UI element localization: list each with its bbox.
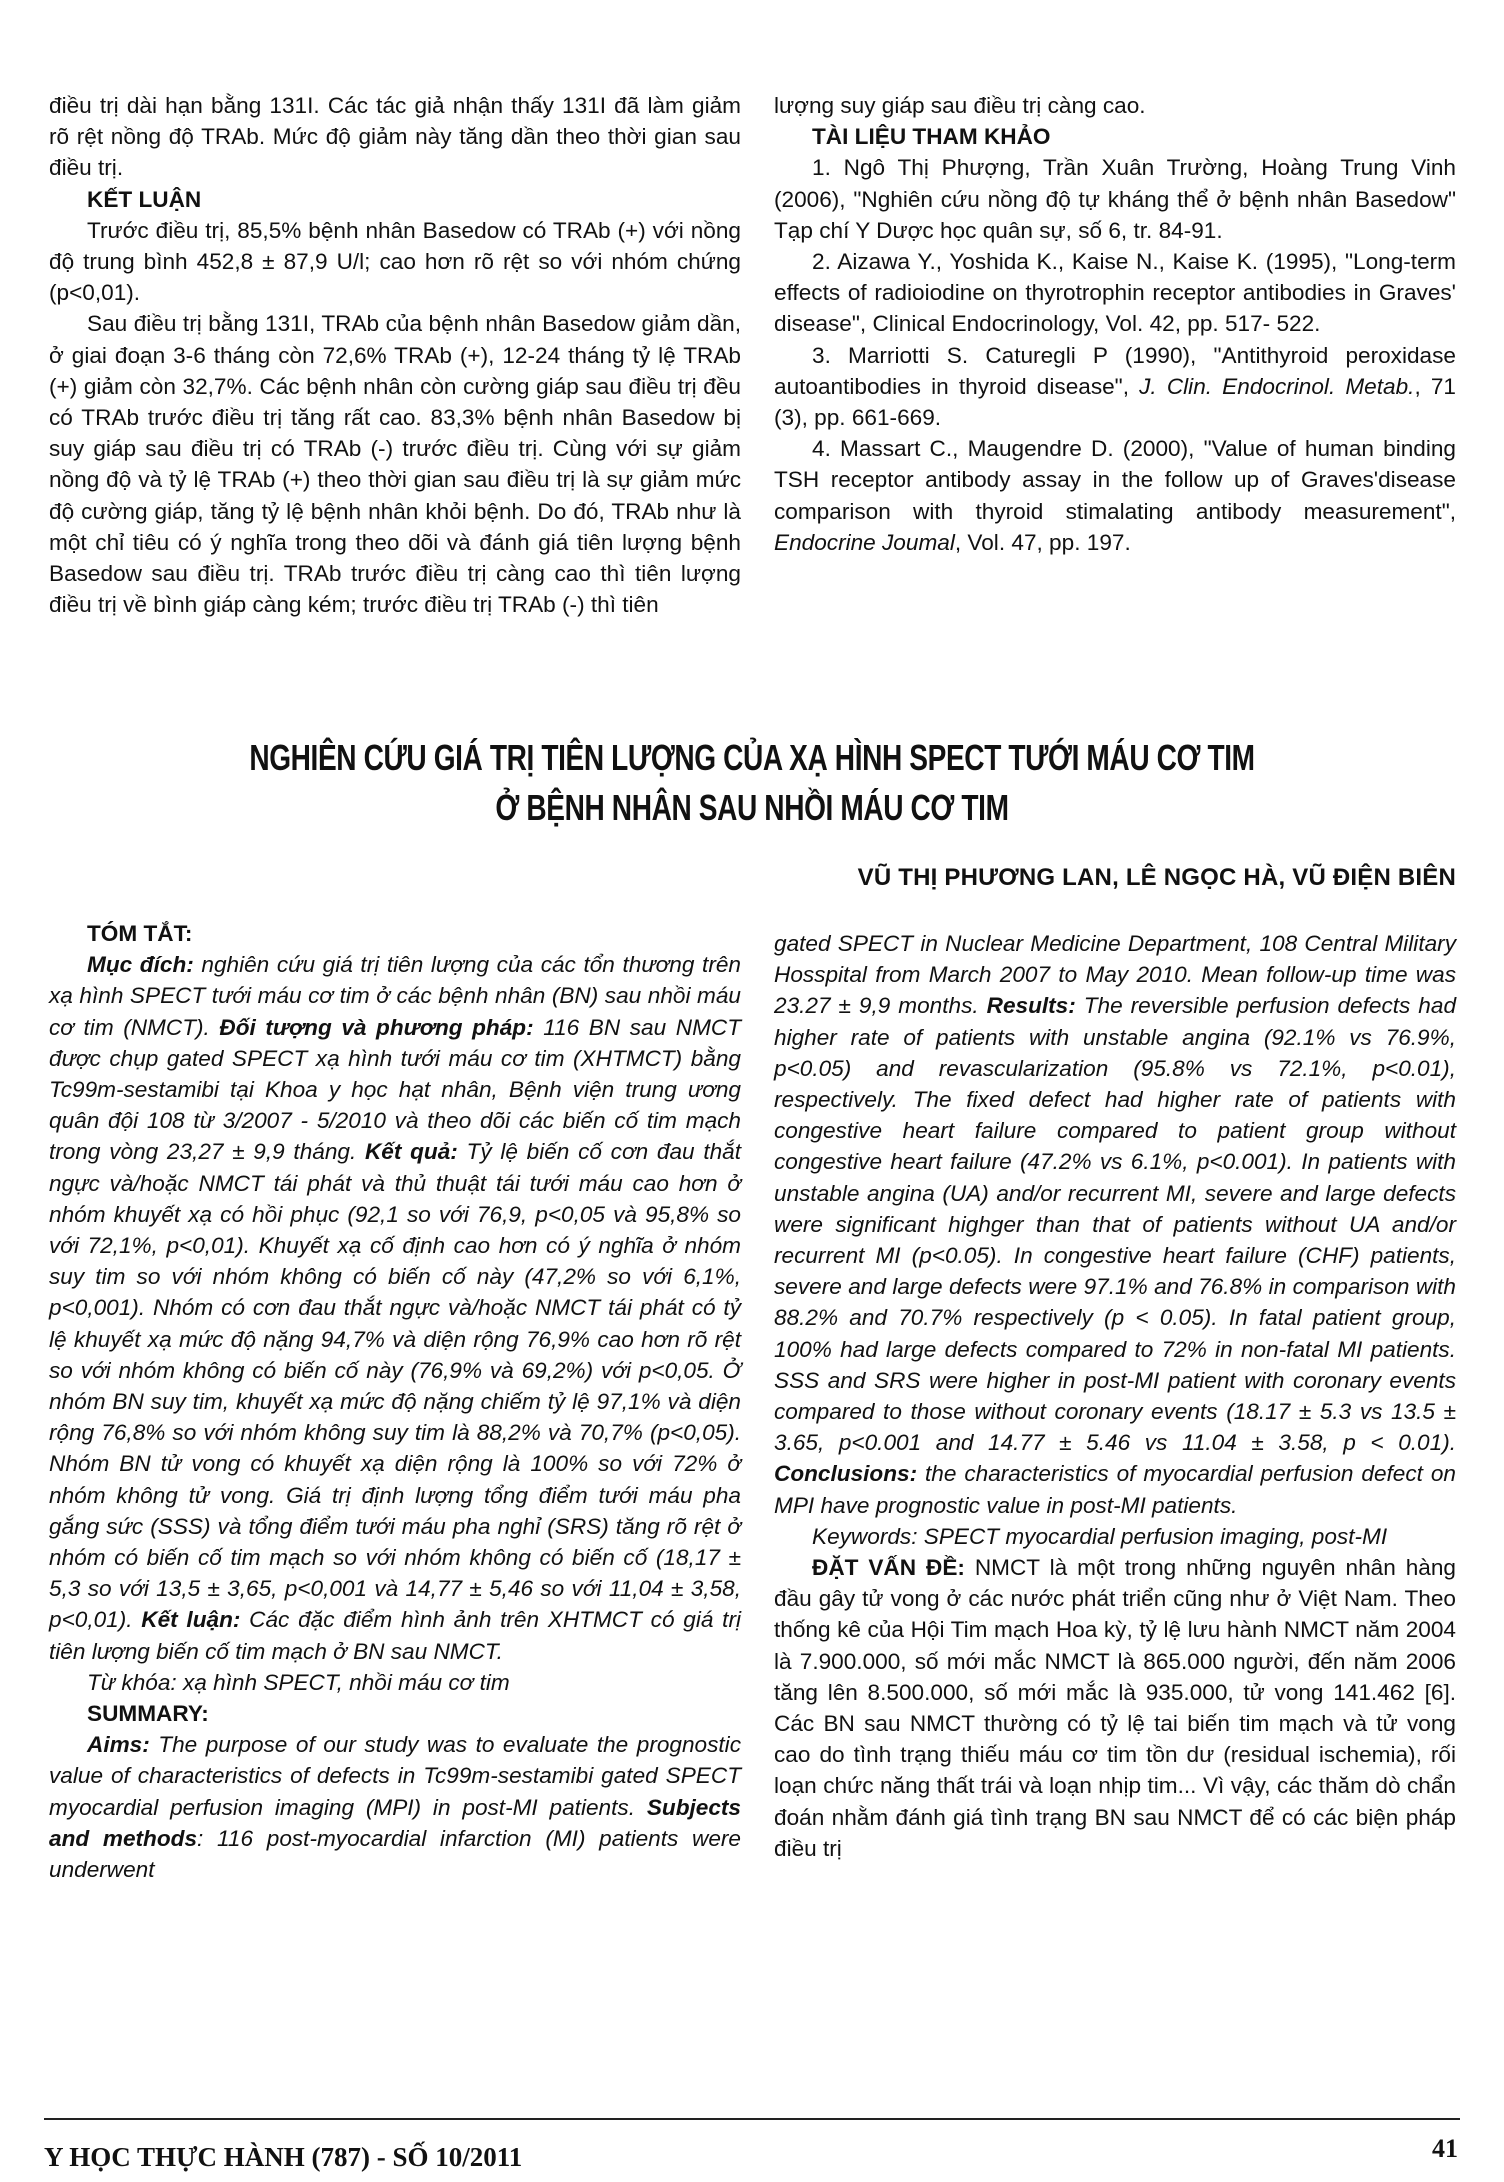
summary-label: Subjects and methods (49, 1794, 741, 1851)
introduction-text: NMCT là một trong những nguyên nhân hàng đầu gây tử vong ở các nước phát triển cũng như ở Việt Nam. Theo thống kê của Hội Tim mạch Hoa kỳ, tỷ lệ lưu hành NMCT năm 2004 là 7.900.000, số mới mắc NMCT là 865.000 người, đến năm 2006 tăng lên 8.500.000, số mới mắc là 935.000, tử vong 141.462 [6]. Các BN sau NMCT thường có tỷ lệ tai biến tim mạch và tử vong cao do tình trạng thiếu máu cơ tim tồn dư (residual ischemia), rối loạn chức năng thất trái và loạn nhịp tim... Vì vậy, các thăm dò chẩn đoán nhằm đánh giá tình trạng BN sau NMCT để có các biện pháp điều trị (774, 1555, 1456, 1861)
reference-journal: Endocrine Joumal (774, 529, 955, 555)
footer-rule (44, 2118, 1460, 2120)
summary-text: : 116 post-myocardial infarction (MI) patients were underwent (49, 1825, 741, 1883)
summary-label: Aims: (87, 1732, 150, 1758)
journal-name: Y HỌC THỰC HÀNH (787) - SỐ 10/2011 (44, 2142, 523, 2172)
page-number: 41 (1432, 2134, 1458, 2163)
summary-paragraph-continued (774, 928, 1456, 1521)
abstract-label: Đối tượng và phương pháp: (219, 1014, 534, 1040)
article-title (165, 733, 1338, 833)
abstract-text: Các đặc điểm hình ảnh trên XHTMCT có giá trị tiên lượng biến cố tim mạch ở BN sau NMCT. (49, 1607, 741, 1664)
summary-text: The reversible perfusion defects had higher rate of patients with unstable angina (92.1% vs 76.9%, p<0.05) and revascularization (95.8% vs 72.1%, p<0.01), respectively. The fixed defect had higher rate of patients with congestive heart failure compared to patient group without congestive heart failure (47.2% vs 6.1%, p<0.001). In patients with unstable angina (UA) and/or recurrent MI, severe and large defects were significant highger than that of patients without UA and/or recurrent MI (p<0.05). In congestive heart failure (CHF) patients, severe and large defects were 97.1% and 76.8% in comparison with 88.2% and 70.7% respectively (p < 0.05). In fatal patient group, 100% had large defects compared to 72% in non-fatal MI patients. SSS and SRS were higher in post-MI patient with coronary events compared to those without coronary events (18.17 ± 5.3 vs 13.5 ± 3.65, p<0.001 and 14.77 ± 5.46 vs 11.04 ± 3.58, p < 0.01). (774, 993, 1457, 1456)
article-left-column (49, 918, 741, 1885)
paragraph: Trước điều trị, 85,5% bệnh nhân Basedow có TRAb (+) với nồng độ trung bình 452,8 ± 87,9 U/l; cao hơn rõ rệt so với nhóm chứng (p<0,01). (49, 217, 741, 306)
article-title-line: NGHIÊN CỨU GIÁ TRỊ TIÊN LƯỢNG CỦA XẠ HÌNH SPECT TƯỚI MÁU CƠ TIM (249, 737, 1255, 778)
summary-paragraph (49, 1729, 741, 1885)
reference-text: , Vol. 47, pp. 197. (954, 529, 1131, 555)
reference-journal: J. Clin. Endocrinol. Metab. (1139, 373, 1415, 399)
reference-item: 2. Aizawa Y., Yoshida K., Kaise N., Kaise K. (1995), "Long-term effects of radioiodine on thyrotrophin receptor antibodies in Graves' disease", Clinical Endocrinology, Vol. 42, pp. 517- 522. (774, 249, 1456, 337)
paragraph: lượng suy giáp sau điều trị càng cao. (774, 93, 1146, 118)
summary-keywords: Keywords: SPECT myocardial perfusion imaging, post-MI (812, 1523, 1388, 1549)
summary-text: the characteristics of myocardial perfusion defect on MPI have prognostic value in post-MI patients. (774, 1461, 1456, 1518)
previous-article-left-column (49, 90, 741, 620)
paragraph: điều trị dài hạn bằng 131I. Các tác giả nhận thấy 131I đã làm giảm rõ rệt nồng độ TRAb. Mức độ giảm này tăng dần theo thời gian sau điều trị. (49, 93, 741, 181)
abstract-text: 116 BN sau NMCT được chụp gated SPECT xạ hình tưới máu cơ tim (XHTMCT) bằng Tc99m-sestamibi tại Khoa y học hạt nhân, Bệnh viện trung ương quân đội 108 từ 3/2007 - 5/2010 và theo dõi các biến cố tim mạch trong vòng 23,27 ± 9,9 tháng. (49, 1014, 742, 1165)
reference-item: 1. Ngô Thị Phượng, Trần Xuân Trường, Hoàng Trung Vinh (2006), "Nghiên cứu nồng độ tự kháng thể ở bệnh nhân Basedow" Tạp chí Y Dược học quân sự, số 6, tr. 84-91. (774, 155, 1456, 243)
abstract-label: Mục đích: (87, 952, 194, 978)
article-title-line: Ở BỆNH NHÂN SAU NHỒI MÁU CƠ TIM (495, 787, 1009, 828)
reference-text: 4. Massart C., Maugendre D. (2000), "Value of human binding TSH receptor antibody assay in the follow up of Graves'disease comparison with thyroid stimalating antibody measurement", (774, 436, 1456, 524)
abstract-label: Kết luận: (141, 1607, 241, 1633)
paragraph: Sau điều trị bằng 131I, TRAb của bệnh nhân Basedow giảm dần, ở giai đoạn 3-6 tháng còn 72,6% TRAb (+), 12-24 tháng tỷ lệ TRAb (+) giảm còn 32,7%. Các bệnh nhân còn cường giáp sau điều trị đều có TRAb trước điều trị tăng rất cao. 83,3% bệnh nhân Basedow bị suy giáp sau điều trị có TRAb (-) trước điều trị. Cùng với sự giảm nồng độ và tỷ lệ TRAb (+) theo thời gian sau điều trị là sự giảm mức độ cường giáp, tăng tỷ lệ bệnh nhân khỏi bệnh. Do đó, TRAb như là một chỉ tiêu có ý nghĩa trong theo dõi và đánh giá tiên lượng bệnh Basedow sau điều trị. TRAb trước điều trị càng cao thì tiên lượng điều trị về bình giáp càng kém; trước điều trị TRAb (-) thì tiên (49, 311, 741, 618)
reference-item (774, 340, 1456, 434)
article-right-column (774, 928, 1456, 1864)
section-heading-conclusion: KẾT LUẬN (87, 186, 202, 212)
summary-heading: SUMMARY: (87, 1701, 209, 1727)
reference-text: 3. Marriotti S. Caturegli P (1990), "Antithyroid peroxidase autoantibodies in thyroid disease", (774, 342, 1456, 399)
summary-label: Conclusions: (774, 1461, 918, 1487)
introduction-paragraph (774, 1552, 1456, 1864)
reference-item (774, 433, 1456, 558)
abstract-label: Kết quả: (364, 1139, 458, 1165)
abstract-paragraph (49, 949, 741, 1667)
section-heading-references: TÀI LIỆU THAM KHẢO (812, 124, 1051, 150)
introduction-heading: ĐẶT VẤN ĐỀ: (812, 1555, 965, 1581)
summary-text: gated SPECT in Nuclear Medicine Department, 108 Central Military Hosspital from March 2007 to May 2010. Mean follow-up time was 23.27 ± 9,9 months. (774, 931, 1456, 1019)
article-authors: VŨ THỊ PHƯƠNG LAN, LÊ NGỌC HÀ, VŨ ĐIỆN BIÊN (857, 864, 1456, 891)
abstract-text: nghiên cứu giá trị tiên lượng của các tổn thương trên xạ hình SPECT tưới máu cơ tim ở các bệnh nhân (BN) sau nhồi máu cơ tim (NMCT). (49, 952, 741, 1040)
abstract-text: Tỷ lệ biến cố cơn đau thắt ngực và/hoặc NMCT tái phát và thủ thuật tái tưới máu cao hơn ở nhóm khuyết xạ có hồi phục (92,1 so với 76,9, p<0,05 và 95,8% so với 72,1%, p<0,01). Khuyết xạ cố định cao hơn có ý nghĩa ở nhóm suy tim so với nhóm không có biến cố này (47,2% so với 6,1%, p<0,001). Nhóm có cơn đau thắt ngực và/hoặc NMCT tái phát có tỷ lệ khuyết xạ mức độ nặng 94,7% và diện rộng 76,9% cao hơn rõ rệt so với nhóm không có biến cố này (76,9% và 69,2%) với p<0,05. Ở nhóm BN suy tim, khuyết xạ mức độ nặng chiếm tỷ lệ 97,1% và diện rộng 76,8% so với nhóm không suy tim là 88,2% và 70,7% (p<0,05). Nhóm BN tử vong có khuyết xạ diện rộng là 100% so với 72% ở nhóm không tử vong. Giá trị định lượng tổng điểm tưới máu pha gắng sức (SSS) và tổng điểm tưới máu pha nghỉ (SRS) tăng rõ rệt ở nhóm có biến cố tim mạch so với nhóm không có biến cố (18,17 ± 5,3 so với 13,5 ± 3,65, p<0,001 và 14,77 ± 5,46 so với 11,04 ± 3,58, p<0,01). (49, 1139, 742, 1633)
abstract-heading: TÓM TẮT: (87, 921, 193, 946)
summary-label: Results: (986, 993, 1076, 1019)
abstract-keywords: Từ khóa: xạ hình SPECT, nhồi máu cơ tim (87, 1669, 510, 1695)
previous-article-right-column (774, 90, 1456, 558)
summary-text: The purpose of our study was to evaluate the prognostic value of characteristics of defects in Tc99m-sestamibi gated SPECT myocardial perfusion imaging (MPI) in post-MI patients. (49, 1732, 741, 1820)
reference-text: , 71 (3), pp. 661-669. (774, 373, 1456, 431)
